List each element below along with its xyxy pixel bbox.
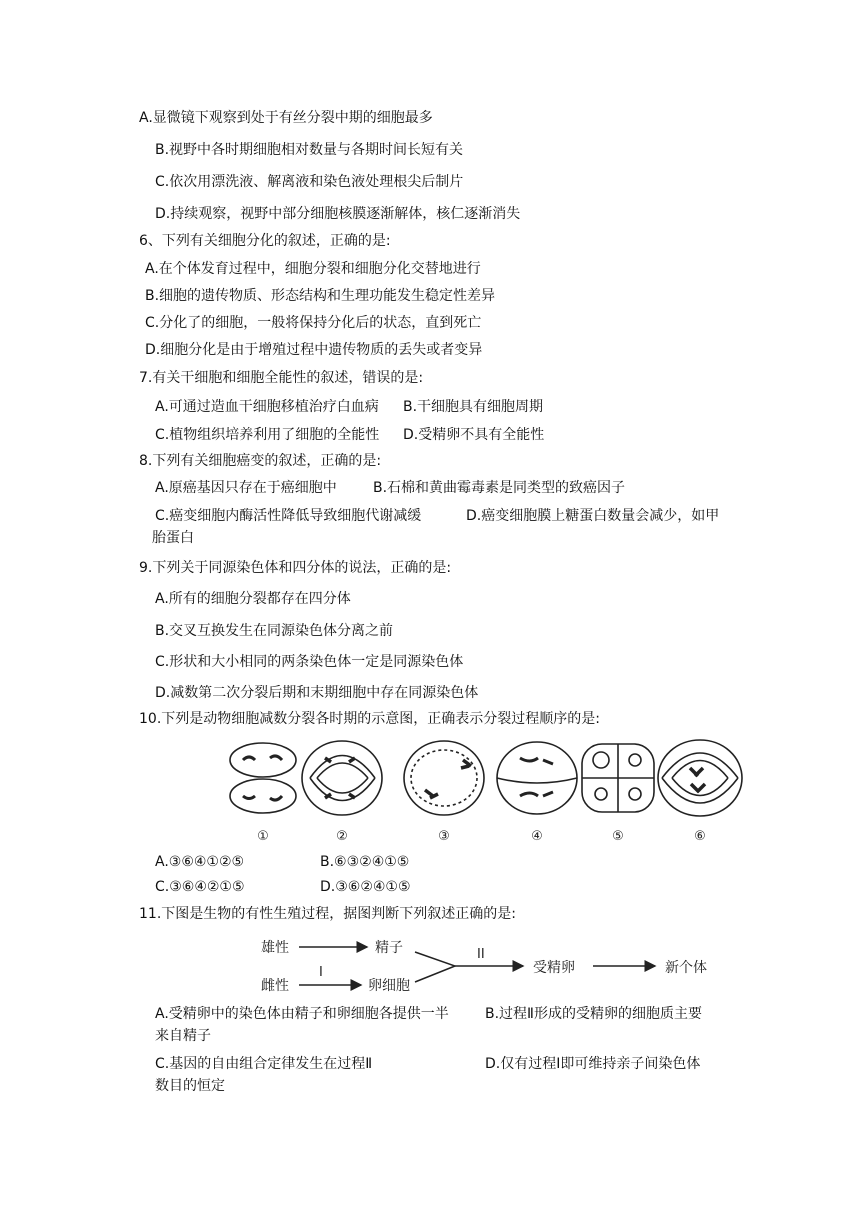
q11-option-a-line1: A.受精卵中的染色体由精子和卵细胞各提供一半 (155, 1006, 449, 1022)
q7-option-a: A.可通过造血干细胞移植治疗白血病 (155, 399, 379, 415)
cell-stage-1 (230, 743, 296, 813)
q10-option-d: D.③⑥②④①⑤ (320, 879, 411, 895)
q8-option-c: C.癌变细胞内酶活性降低导致细胞代谢减缓 (155, 508, 422, 524)
q6-stem: 6、下列有关细胞分化的叙述，正确的是: (139, 233, 391, 249)
q5-option-a: A.显微镜下观察到处于有丝分裂中期的细胞最多 (139, 110, 433, 126)
stage-label-5: ⑤ (612, 829, 624, 844)
step-2-label: II (477, 947, 485, 962)
q11-option-a-line2: 来自精子 (155, 1028, 211, 1044)
q6-option-a: A.在个体发育过程中，细胞分裂和细胞分化交替地进行 (145, 261, 481, 277)
cell-stage-3 (404, 741, 484, 815)
meiosis-stages-figure (225, 738, 755, 848)
q9-option-a: A.所有的细胞分裂都存在四分体 (155, 591, 351, 607)
cell-stage-2 (302, 741, 382, 815)
q7-stem: 7.有关干细胞和细胞全能性的叙述，错误的是: (139, 370, 424, 386)
q7-option-b: B.干细胞具有细胞周期 (403, 399, 544, 415)
stage-label-1: ① (257, 829, 269, 844)
q9-option-c: C.形状和大小相同的两条染色体一定是同源染色体 (155, 654, 464, 670)
q8-option-d-line1: D.癌变细胞膜上糖蛋白数量会减少，如甲 (466, 508, 720, 524)
stage-label-6: ⑥ (694, 829, 706, 844)
stage-label-2: ② (336, 829, 348, 844)
q11-option-c-line1: C.基因的自由组合定律发生在过程Ⅱ (155, 1056, 373, 1072)
q6-option-c: C.分化了的细胞，一般将保持分化后的状态，直到死亡 (145, 315, 482, 331)
q5-option-c: C.依次用漂洗液、解离液和染色液处理根尖后制片 (155, 174, 464, 190)
cell-stage-6 (658, 740, 742, 816)
q9-stem: 9.下列关于同源染色体和四分体的说法，正确的是: (139, 560, 452, 576)
q11-option-b-line1: B.过程Ⅱ形成的受精卵的细胞质主要 (485, 1006, 702, 1022)
q10-option-c: C.③⑥④②①⑤ (155, 879, 245, 895)
q6-option-b: B.细胞的遗传物质、形态结构和生理功能发生稳定性差异 (145, 288, 496, 304)
cell-stage-5 (582, 744, 654, 812)
q11-stem: 11.下图是生物的有性生殖过程，据图判断下列叙述正确的是: (139, 906, 516, 922)
q9-option-b: B.交叉互换发生在同源染色体分离之前 (155, 623, 394, 639)
step-1-label: I (319, 965, 323, 980)
fertilization-join-lines (415, 952, 455, 982)
egg-label: 卵细胞 (368, 978, 410, 994)
q5-option-d: D.持续观察，视野中部分细胞核膜逐渐解体，核仁逐渐消失 (155, 206, 521, 222)
q7-option-d: D.受精卵不具有全能性 (403, 427, 545, 443)
q8-option-d-line2: 胎蛋白 (152, 530, 194, 546)
male-label: 雄性 (261, 940, 289, 956)
q8-option-b: B.石棉和黄曲霉毒素是同类型的致癌因子 (373, 480, 626, 496)
q11-option-d-line1: D.仅有过程Ⅰ即可维持亲子间染色体 (485, 1056, 701, 1072)
q7-option-c: C.植物组织培养利用了细胞的全能性 (155, 427, 380, 443)
new-individual-label: 新个体 (665, 960, 707, 976)
sperm-label: 精子 (375, 940, 403, 956)
q10-stem: 10.下列是动物细胞减数分裂各时期的示意图，正确表示分裂过程顺序的是: (139, 711, 600, 727)
q5-option-b: B.视野中各时期细胞相对数量与各期时间长短有关 (155, 142, 464, 158)
q9-option-d: D.减数第二次分裂后期和末期细胞中存在同源染色体 (155, 685, 479, 701)
q6-option-d: D.细胞分化是由于增殖过程中遗传物质的丢失或者变异 (145, 342, 483, 358)
zygote-label: 受精卵 (533, 960, 575, 976)
q11-option-c-line2: 数目的恒定 (155, 1078, 225, 1094)
reproduction-flow-diagram (255, 932, 725, 1002)
female-label: 雌性 (261, 978, 289, 994)
stage-label-3: ③ (438, 829, 450, 844)
q10-option-b: B.⑥③②④①⑤ (320, 854, 410, 870)
q8-option-a: A.原癌基因只存在于癌细胞中 (155, 480, 337, 496)
cell-stage-4 (497, 742, 577, 814)
stage-label-4: ④ (531, 829, 543, 844)
q10-option-a: A.③⑥④①②⑤ (155, 854, 245, 870)
q8-stem: 8.下列有关细胞癌变的叙述，正确的是: (139, 453, 382, 469)
